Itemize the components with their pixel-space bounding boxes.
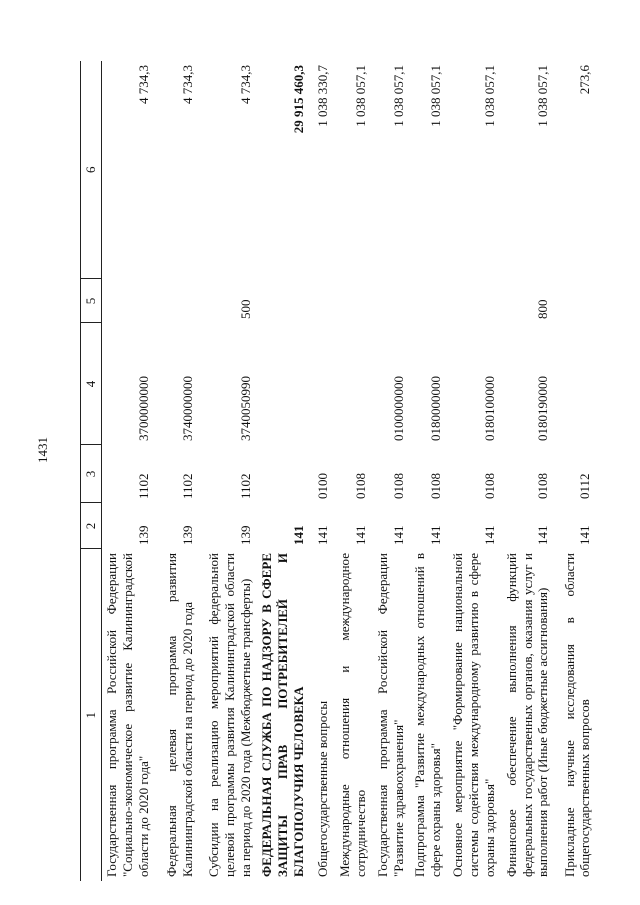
header-col-4: 4: [81, 323, 102, 445]
header-col-1: 1: [81, 549, 102, 881]
table-row: [311, 61, 335, 881]
target-code-cell: 0180190000: [535, 376, 551, 441]
table-row: [257, 61, 311, 881]
row-name-cell: Финансовое обеспечение выполнения функций федеральных государственных органов, оказания услуг и выполнения работ (Иные бюджетные ассигнования): [503, 553, 551, 877]
expense-type-cell: 500: [237, 299, 253, 319]
table-row: [555, 61, 597, 881]
section-code-cell: 1102: [179, 473, 195, 499]
row-name-cell: Федеральная целевая программа развития Калининградской области на период до 2020 года: [163, 553, 195, 877]
expense-type-cell: [311, 279, 335, 323]
row-name-cell: Подпрограмма "Развитие международных отношений в сфере охраны здоровья": [412, 553, 444, 877]
ministry-code-cell: 141: [315, 525, 331, 545]
table-row: [335, 61, 373, 881]
target-code-cell: 3740000000: [179, 376, 195, 441]
target-code-cell: 0180000000: [428, 376, 444, 441]
table-row: [199, 61, 257, 881]
page-number: [33, 437, 53, 463]
budget-table: [80, 61, 597, 881]
amount-cell: 4 734,3: [237, 65, 253, 104]
section-code-cell: 0108: [481, 473, 497, 499]
table-row: [155, 61, 199, 881]
amount-cell: 1 038 057,1: [481, 65, 497, 127]
amount-cell: 1 038 057,1: [428, 65, 444, 127]
row-name-cell: Международные отношения и международное сотрудничество: [337, 553, 368, 877]
expense-type-cell: [373, 279, 411, 323]
ministry-code-cell: 139: [135, 525, 151, 545]
row-name-cell: Государственная программа Российской Федерации "Развитие здравоохранения": [374, 553, 406, 877]
row-name-cell: Прикладные научные исследования в области общегосударственных вопросов: [561, 553, 593, 877]
amount-cell: 1 038 057,1: [535, 65, 551, 127]
expense-type-cell: [555, 279, 597, 323]
ministry-code-cell: 141: [352, 525, 368, 545]
ministry-code-cell: 141: [291, 525, 307, 545]
target-code-cell: 0100000000: [390, 376, 406, 441]
amount-cell: 273,6: [577, 65, 593, 95]
header-col-6: 6: [81, 61, 102, 279]
expense-type-cell: [155, 279, 199, 323]
expense-type-cell: [448, 279, 502, 323]
target-code-cell: 0180100000: [481, 376, 497, 441]
ministry-code-cell: 139: [179, 525, 195, 545]
target-code-cell: [555, 323, 597, 445]
table-row: [448, 61, 502, 881]
amount-cell: 1 038 057,1: [352, 65, 368, 127]
expense-type-cell: 800: [535, 299, 551, 319]
budget-table-rotated: [80, 61, 593, 881]
section-code-cell: 0112: [577, 473, 593, 499]
table-row: [410, 61, 448, 881]
expense-type-cell: [101, 279, 155, 323]
table-row: [101, 61, 155, 881]
ministry-code-cell: 141: [390, 525, 406, 545]
header-col-3: 3: [81, 445, 102, 503]
row-name-cell: ФЕДЕРАЛЬНАЯ СЛУЖБА ПО НАДЗОРУ В СФЕРЕ ЗАЩИТЫ ПРАВ ПОТРЕБИТЕЛЕЙ И БЛАГОПОЛУЧИЯ ЧЕЛОВЕКА: [259, 553, 307, 877]
ministry-code-cell: 141: [481, 525, 497, 545]
expense-type-cell: [335, 279, 373, 323]
expense-type-cell: [257, 279, 311, 323]
section-code-cell: 1102: [135, 473, 151, 499]
amount-cell: 4 734,3: [179, 65, 195, 104]
row-name-cell: Субсидии на реализацию мероприятий федеральной целевой программы развития Калининградской области на период до 2020 года (Межбюджетные трансферты): [205, 553, 253, 877]
target-code-cell: 3740050990: [237, 376, 253, 441]
section-code-cell: [257, 445, 311, 503]
target-code-cell: [335, 323, 373, 445]
table-body: [81, 61, 598, 881]
section-code-cell: 0100: [315, 473, 331, 499]
table-header-row: [81, 61, 102, 881]
amount-cell: 29 915 460,3: [291, 65, 307, 134]
target-code-cell: 3700000000: [135, 376, 151, 441]
section-code-cell: 1102: [237, 473, 253, 499]
amount-cell: 1 038 330,7: [315, 65, 331, 127]
section-code-cell: 0108: [535, 473, 551, 499]
section-code-cell: 0108: [428, 473, 444, 499]
ministry-code-cell: 141: [577, 525, 593, 545]
header-col-5: 5: [81, 279, 102, 323]
expense-type-cell: [410, 279, 448, 323]
section-code-cell: 0108: [390, 473, 406, 499]
ministry-code-cell: 139: [237, 525, 253, 545]
row-name-cell: Основное мероприятие "Формирование национальной системы содействия международному развитию в сфере охраны здоровья": [450, 553, 497, 877]
amount-cell: 1 038 057,1: [390, 65, 406, 127]
table-row: [502, 61, 556, 881]
target-code-cell: [311, 323, 335, 445]
section-code-cell: 0108: [352, 473, 368, 499]
header-col-2: 2: [81, 503, 102, 549]
ministry-code-cell: 141: [535, 525, 551, 545]
amount-cell: 4 734,3: [135, 65, 151, 104]
row-name-cell: Государственная программа Российской Федерации "Социально-экономическое развитие Калининградской области до 2020 года": [103, 553, 151, 877]
ministry-code-cell: 141: [428, 525, 444, 545]
row-name-cell: Общегосударственные вопросы: [315, 700, 331, 877]
page-number-text: 1431: [35, 437, 50, 463]
table-row: [373, 61, 411, 881]
target-code-cell: [257, 323, 311, 445]
